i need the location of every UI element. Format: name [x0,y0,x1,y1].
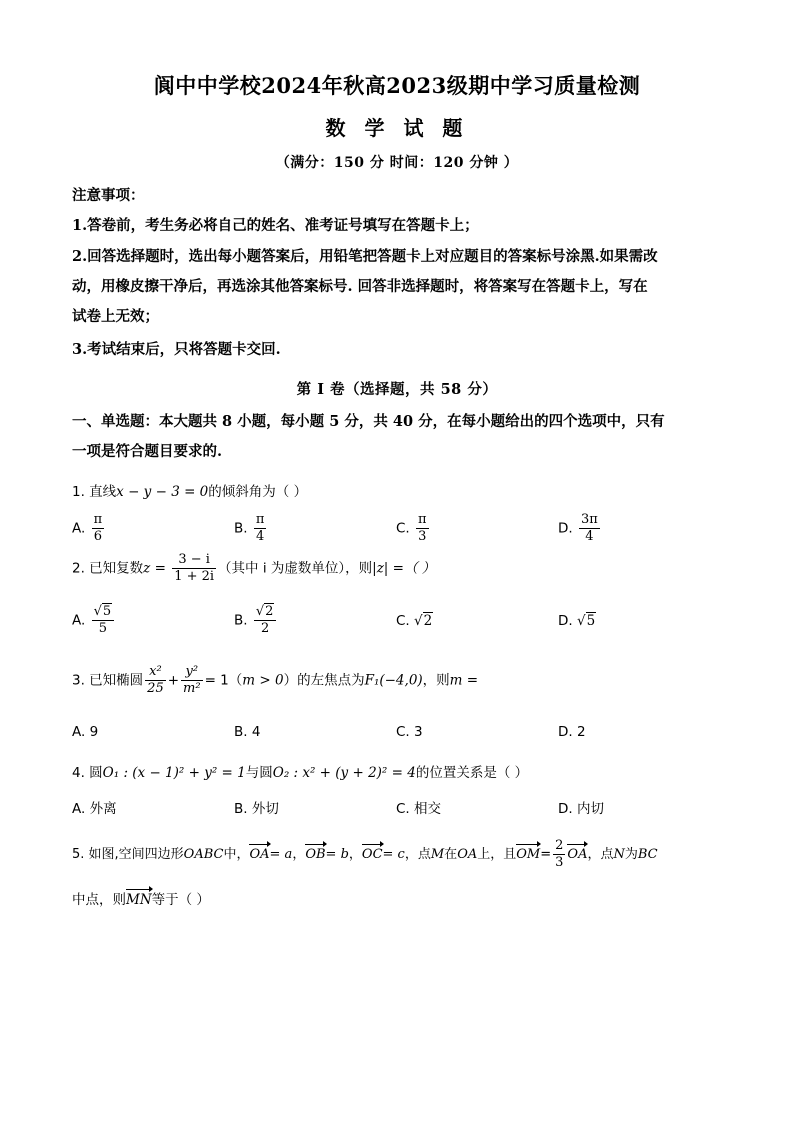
denominator: 4 [585,529,594,544]
numerator: x² [145,664,166,681]
denominator: 3 [555,855,564,870]
q5-text: ，点 [587,847,614,862]
q3-tail: ，则 [422,672,450,689]
section-title: 第 I 卷（选择题，共 58 分） [296,381,498,398]
q3-plus: + [167,672,180,689]
q2-option-d-root: √5 [576,613,596,629]
q2-option-c[interactable] [396,613,433,629]
radicand: 5 [586,613,596,629]
option-label: B. [234,612,248,629]
q5-eq-c: = c [382,847,405,862]
question-5-line-2 [72,888,752,908]
q5-eq-om: = [540,847,552,862]
question-1 [72,480,752,500]
q1-suffix: 的倾斜角为（ ） [208,484,308,500]
q5-sep: ， [292,847,306,862]
question-3 [72,664,752,697]
section-intro-line-2: 一项是符合题目要求的. [72,443,223,460]
option-label: C. [396,520,410,537]
q4-option-c[interactable]: C. 相交 [396,801,442,817]
point-n: N [613,847,625,862]
q5-prefix: 5. 如图,空间四边形 [72,847,184,862]
q4-circle-1: O₁ : (x − 1)² + y² = 1 [102,765,246,781]
q5-sep: ， [348,847,362,862]
q1-option-d-fraction [579,512,600,545]
subject-title: 数 学 试 题 [325,116,469,140]
q3-option-b[interactable]: B. 4 [234,724,261,740]
q5-fraction [553,838,565,871]
q1-option-b-fraction [254,512,267,545]
vector-oc: OC [361,847,383,862]
vector-ob: OB [305,847,326,862]
q4-prefix: 4. 圆 [72,765,103,781]
exam-meta: （满分：150 分 时间：120 分钟 ） [275,155,519,171]
vector-oa: OA [249,847,270,862]
notice-item-2-line-3: 试卷上无效； [72,308,159,325]
q3-equals: = 1（ [204,672,243,689]
q3-mid: ）的左焦点为 [283,672,365,689]
q1-option-a-fraction [92,512,105,545]
notice-item-2-line-2: 动，用橡皮擦干净后，再选涂其他答案标号. 回答非选择题时，将答案写在答题卡上，写在 [72,278,648,295]
segment-oa: OA [457,847,478,862]
numerator: π [93,512,103,527]
numerator: 3 − i [172,552,216,569]
q5-line2-suffix: 等于（ ） [151,892,210,908]
q4-option-d[interactable]: D. 内切 [558,801,604,817]
q4-option-a[interactable]: A. 外离 [72,801,117,817]
radicand: 2 [423,613,433,629]
q2-option-d[interactable] [558,613,596,629]
numerator: π [418,512,427,527]
q1-expression: x − y − 3 = 0 [116,484,209,500]
option-label: D. [558,613,573,629]
numerator: π [255,512,265,527]
notice-heading: 注意事项： [72,187,145,204]
q2-option-a[interactable] [72,604,116,637]
option-label: C. [396,613,410,629]
question-5-line-1 [72,838,752,871]
q3-focus: F₁(−4,0) [364,672,423,689]
q3-fraction-y [181,664,203,697]
q2-prefix: 2. 已知复数 [72,560,144,577]
numerator: √2 [254,604,277,621]
q1-option-a[interactable] [72,512,106,545]
vector-om: OM [516,847,541,862]
q5-text: 上，且 [477,847,517,862]
q5-eq-a: = a [269,847,293,862]
point-m: M [430,847,445,862]
numerator: 2 [555,838,564,853]
q4-mid: 与圆 [245,765,273,781]
q4-option-b[interactable]: B. 外切 [234,801,279,817]
denominator: 25 [147,681,164,696]
q1-option-c[interactable] [396,512,431,545]
numerator: y² [181,664,203,681]
denominator: 5 [98,621,108,636]
option-label: D. [558,520,573,537]
q5-shape: OABC [183,847,224,862]
q5-line2-prefix: 中点，则 [72,892,126,908]
q3-condition: m > 0 [242,672,284,689]
q5-text: 为 [624,847,638,862]
q3-fraction-x [145,664,166,697]
option-label: A. [72,612,86,629]
numerator: √5 [92,604,115,621]
denominator: 6 [93,529,102,544]
q5-eq-b: = b [325,847,349,862]
q3-option-d[interactable]: D. 2 [558,724,586,740]
radicand: 2 [265,604,274,619]
q2-option-c-root: √2 [414,613,433,629]
q1-option-b[interactable] [234,512,268,545]
denominator: 3 [418,529,427,544]
q2-option-b[interactable] [234,604,278,637]
denominator: 4 [255,529,265,544]
q1-prefix: 1. 直线 [72,484,117,500]
question-4 [72,761,752,781]
q2-fraction [172,552,216,585]
q5-text: 在 [444,847,458,862]
q2-variable: z = [143,560,166,577]
notice-item-3: 3.考试结束后，只将答题卡交回. [72,341,281,358]
question-2 [72,552,752,585]
q3-prefix: 3. 已知椭圆 [72,672,144,689]
notice-item-2-line-1: 2.回答选择题时，选出每小题答案后，用铅笔把答题卡上对应题目的答案标号涂黑.如果需改 [72,248,658,265]
vector-mn: MN [126,892,152,908]
notice-item-1: 1.答卷前，考生务必将自己的姓名、准考证号填写在答题卡上； [72,217,479,234]
q1-option-d[interactable] [558,512,602,545]
q5-text: 中， [223,847,250,862]
q2-suffix: （其中 i 为虚数单位），则 [218,560,373,577]
denominator: m² [183,681,201,696]
vector-oa: OA [567,847,588,862]
option-label: A. [72,520,86,537]
option-label: B. [234,520,248,537]
exam-title: 阆中中学校2024年秋高2023级期中学习质量检测 [153,73,641,98]
denominator: 2 [261,621,270,636]
q5-text: ，点 [404,847,431,862]
q2-abs: |z| =（ ） [372,560,436,577]
q3-option-a[interactable]: A. 9 [72,724,99,740]
q2-option-b-fraction [254,604,277,637]
numerator: 3π [580,512,598,527]
section-intro-line-1: 一、单选题：本大题共 8 小题，每小题 5 分，共 40 分，在每小题给出的四个选项中，只有 [72,413,665,430]
q4-suffix: 的位置关系是（ ） [415,765,529,781]
q3-option-c[interactable]: C. 3 [396,724,423,740]
radicand: 5 [102,604,112,619]
q4-circle-2: O₂ : x² + (y + 2)² = 4 [272,765,416,781]
segment-bc: BC [637,847,658,862]
q2-option-a-fraction [92,604,115,637]
q3-m: m = [449,672,479,689]
q1-option-c-fraction [416,512,429,545]
denominator: 1 + 2i [174,569,215,584]
